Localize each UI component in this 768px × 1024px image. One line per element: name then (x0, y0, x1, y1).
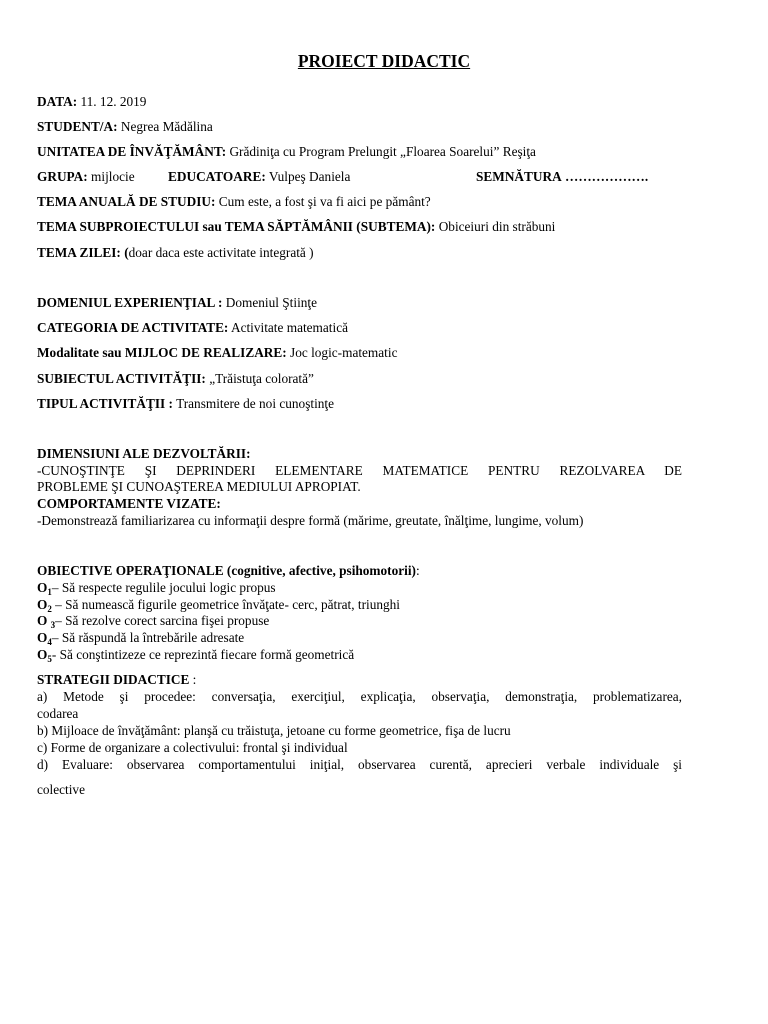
comportamente-text: -Demonstrează familiarizarea cu informaţii despre formă (mărime, greutate, înălţime, lungime, volum) (37, 513, 584, 528)
dimensiuni-line-1: -CUNOŞTINŢE ŞI DEPRINDERI ELEMENTARE MATEMATICE PENTRU REZOLVAREA DE (37, 463, 682, 478)
tema-zilei-row (37, 245, 314, 261)
objective-code: O (37, 630, 48, 645)
modalitate-label: Modalitate sau MIJLOC DE REALIZARE: (37, 345, 287, 360)
domeniu-value: Domeniul Ştiinţe (225, 295, 318, 310)
strategii-b: b) Mijloace de învăţământ: planşă cu trăistuţa, jetoane cu forme geometrice, fişa de lucru (37, 723, 511, 738)
data-row (37, 94, 146, 110)
educatoare-label: EDUCATOARE: (168, 169, 266, 184)
unitate-value: Grădiniţa cu Program Prelungit „Floarea Soarelui” Reşiţa (229, 144, 536, 159)
categoria-row (37, 320, 348, 336)
obiective-heading (37, 563, 420, 579)
dimensiuni-line-2: PROBLEME ŞI CUNOAŞTEREA MEDIULUI APROPIAT. (37, 479, 361, 494)
obiective-heading-colon: : (415, 563, 420, 578)
grupa-label: GRUPA: (37, 169, 88, 184)
modalitate-row (37, 345, 397, 361)
objective-index: 4 (47, 637, 52, 647)
subiectul-row (37, 371, 314, 387)
student-row (37, 119, 213, 135)
educatoare-value: Vulpeş Daniela (268, 169, 351, 184)
strategii-d-line-2: colective (37, 782, 85, 797)
tipul-row (37, 396, 334, 412)
objective-index: 1 (47, 587, 52, 597)
data-label: DATA: (37, 94, 78, 109)
modalitate-value: Joc logic-matematic (290, 345, 398, 360)
objective-code: O (37, 580, 48, 595)
objective-text: – Să numească figurile geometrice învăţate- cerc, pătrat, triunghi (51, 597, 400, 612)
strategii-a-line-1: a) Metode şi procedee: conversaţia, exerciţiul, explicaţia, observaţia, demonstraţia, problematizarea, (37, 689, 682, 704)
tema-anuala-label: TEMA ANUALĂ DE STUDIU: (37, 194, 216, 209)
strategii-d-line-1: d) Evaluare: observarea comportamentului iniţial, observarea curentă, aprecieri verbale individuale şi (37, 757, 682, 772)
objective-code: O (37, 613, 51, 628)
data-value: 11. 12. 2019 (80, 94, 147, 109)
domeniu-row (37, 295, 317, 311)
grupa-row (37, 169, 737, 185)
subiectul-label: SUBIECTUL ACTIVITĂŢII: (37, 371, 206, 386)
objective-item-5 (37, 647, 354, 667)
strategii-a-line-2: codarea (37, 706, 79, 721)
objective-index: 2 (47, 604, 52, 614)
subproiect-value: Obiceiuri din străbuni (438, 219, 556, 234)
subproiect-label: TEMA SUBPROIECTULUI sau TEMA SĂPTĂMÂNII (SUBTEMA): (37, 219, 436, 234)
categoria-label: CATEGORIA DE ACTIVITATE: (37, 320, 229, 335)
tema-anuala-value: Cum este, a fost şi va fi aici pe pământ? (218, 194, 431, 209)
strategii-heading-colon: : (189, 672, 197, 687)
semnatura-blank: ………………. (565, 169, 649, 184)
dimensiuni-heading: DIMENSIUNI ALE DEZVOLTĂRII: (37, 446, 251, 461)
objective-text: – Să rezolve corect sarcina fişei propuse (55, 613, 270, 628)
student-value: Negrea Mădălina (120, 119, 213, 134)
subproiect-row (37, 219, 555, 235)
grupa-value: mijlocie (91, 169, 135, 184)
subiectul-value: „Trăistuţa colorată” (209, 371, 314, 386)
categoria-value: Activitate matematică (230, 320, 348, 335)
strategii-heading-label: STRATEGII DIDACTICE (37, 672, 190, 687)
objective-text: – Să respecte regulile jocului logic propus (51, 580, 276, 595)
tema-zilei-label: TEMA ZILEI: ( (37, 245, 129, 260)
student-label: STUDENT/A: (37, 119, 118, 134)
objective-text: – Să răspundă la întrebările adresate (51, 630, 245, 645)
tema-anuala-row (37, 194, 431, 210)
domeniu-label: DOMENIUL EXPERIENŢIAL : (37, 295, 223, 310)
objective-index: 5 (47, 654, 52, 664)
strategii-c: c) Forme de organizare a colectivului: frontal şi individual (37, 740, 348, 755)
tipul-label: TIPUL ACTIVITĂŢII : (37, 396, 173, 411)
objective-code: O (37, 597, 48, 612)
objective-code: O (37, 647, 48, 662)
page-title: PROIECT DIDACTIC (297, 51, 471, 71)
tema-zilei-value: doar daca este activitate integrată ) (128, 245, 314, 260)
obiective-heading-label: OBIECTIVE OPERAŢIONALE (cognitive, afective, psihomotorii) (37, 563, 416, 578)
comportamente-heading: COMPORTAMENTE VIZATE: (37, 496, 221, 511)
semnatura-label: SEMNĂTURA (476, 169, 562, 184)
objective-index: 3 (50, 620, 56, 630)
strategii-heading (37, 672, 196, 688)
objective-text: - Să conştintizeze ce reprezintă fiecare formă geometrică (51, 647, 355, 662)
unitate-label: UNITATEA DE ÎNVĂŢĂMÂNT: (37, 144, 227, 159)
tipul-value: Transmitere de noi cunoştinţe (176, 396, 335, 411)
unitate-row (37, 144, 536, 160)
